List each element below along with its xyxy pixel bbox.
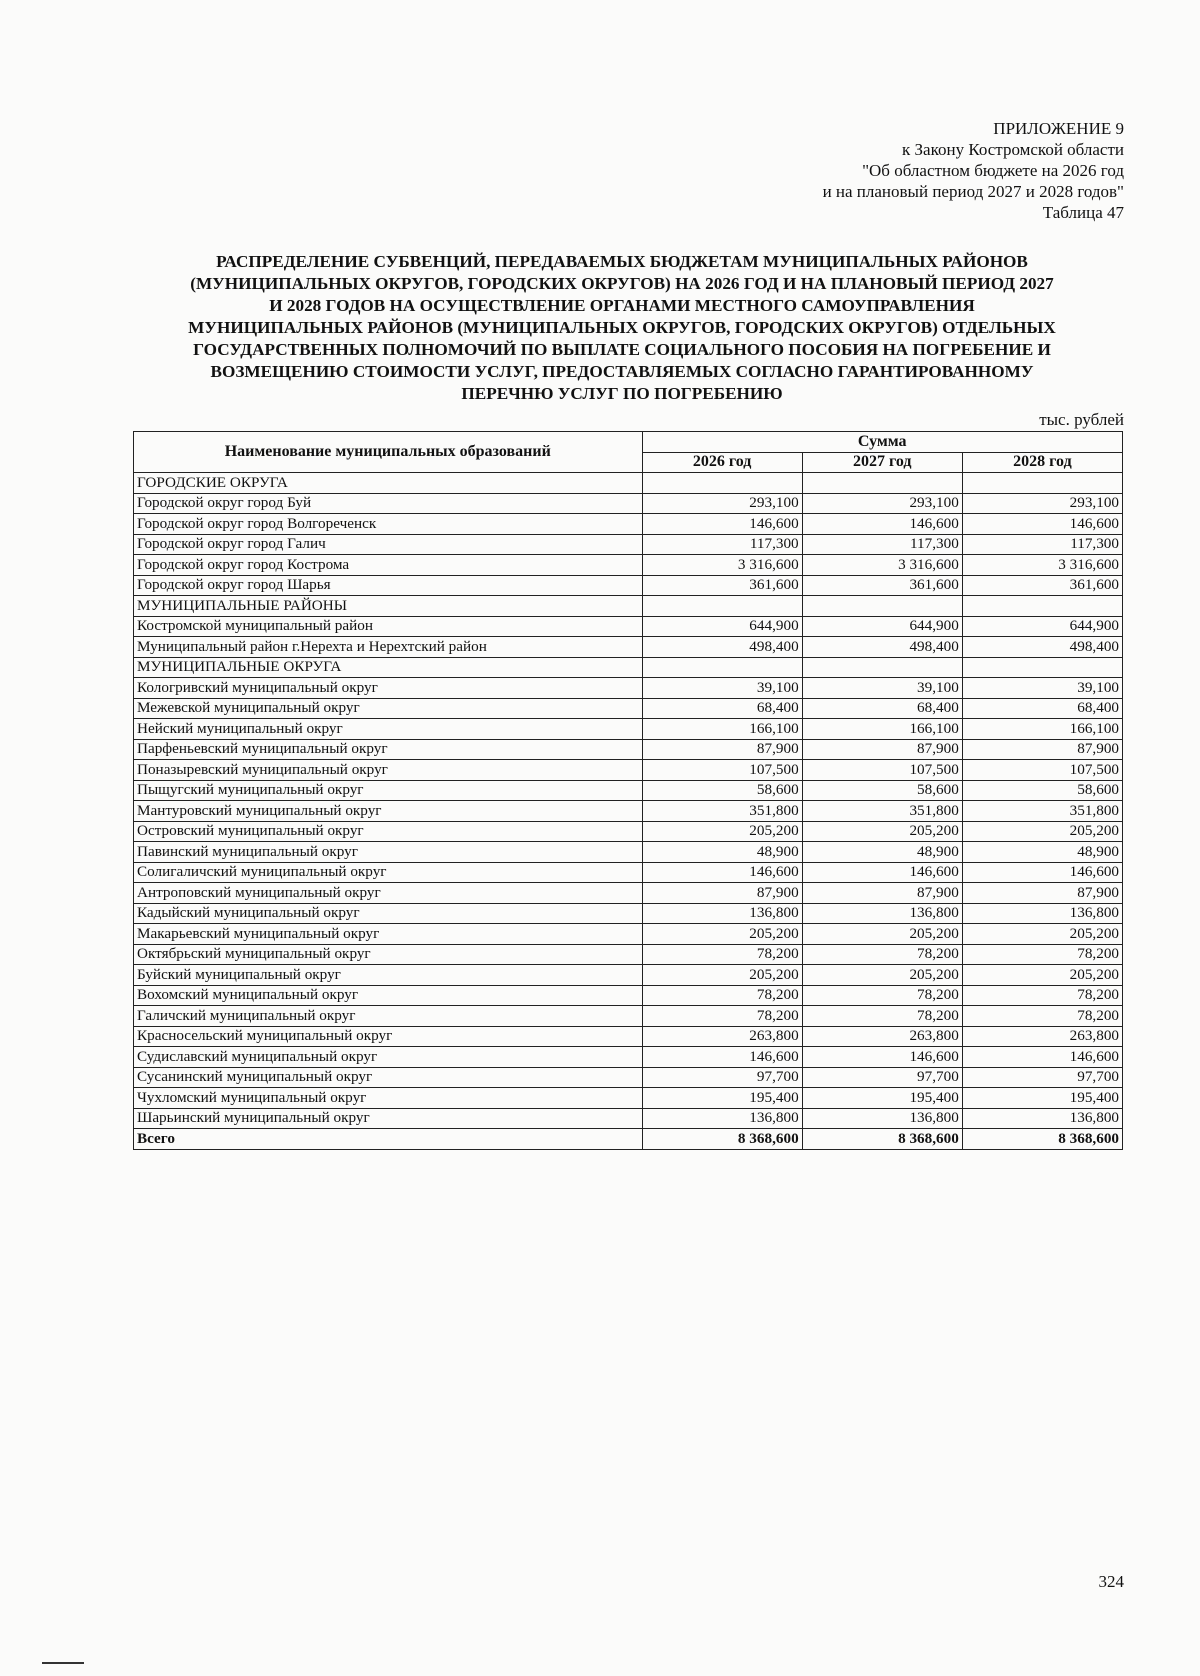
row-name-cell: Антроповский муниципальный округ [134, 883, 643, 904]
value-2028-cell: 87,900 [962, 883, 1122, 904]
title-line: РАСПРЕДЕЛЕНИЕ СУБВЕНЦИЙ, ПЕРЕДАВАЕМЫХ БЮДЖЕТАМ МУНИЦИПАЛЬНЫХ РАЙОНОВ [216, 252, 1028, 271]
table-row [134, 944, 1123, 965]
value-2028-cell [962, 473, 1122, 494]
total-label-cell: Всего [134, 1129, 643, 1150]
value-2026-cell: 78,200 [642, 985, 802, 1006]
value-2027-cell: 293,100 [802, 493, 962, 514]
title-line: (МУНИЦИПАЛЬНЫХ ОКРУГОВ, ГОРОДСКИХ ОКРУГОВ) НА 2026 ГОД И НА ПЛАНОВЫЙ ПЕРИОД 2027 [190, 274, 1054, 293]
value-2027-cell: 48,900 [802, 842, 962, 863]
row-name-cell: МУНИЦИПАЛЬНЫЕ ОКРУГА [134, 657, 643, 678]
table-row [134, 719, 1123, 740]
table-row [134, 1067, 1123, 1088]
table-row [134, 965, 1123, 986]
value-2028-cell: 205,200 [962, 821, 1122, 842]
table-row [134, 637, 1123, 658]
table-row [134, 1108, 1123, 1129]
document-title [120, 251, 1124, 405]
table-row [134, 801, 1123, 822]
value-2027-cell: 3 316,600 [802, 555, 962, 576]
value-2026-cell: 293,100 [642, 493, 802, 514]
value-2028-cell [962, 657, 1122, 678]
table-row [134, 493, 1123, 514]
value-2027-cell: 205,200 [802, 965, 962, 986]
table-row [134, 821, 1123, 842]
value-2027-cell: 117,300 [802, 534, 962, 555]
value-2026-cell: 58,600 [642, 780, 802, 801]
value-2027-cell: 68,400 [802, 698, 962, 719]
value-2028-cell: 107,500 [962, 760, 1122, 781]
row-name-cell: Шарьинский муниципальный округ [134, 1108, 643, 1129]
value-2027-cell: 644,900 [802, 616, 962, 637]
value-2028-cell: 146,600 [962, 514, 1122, 535]
table-row [134, 760, 1123, 781]
value-2027-cell: 87,900 [802, 739, 962, 760]
value-2028-cell: 3 316,600 [962, 555, 1122, 576]
title-line: МУНИЦИПАЛЬНЫХ РАЙОНОВ (МУНИЦИПАЛЬНЫХ ОКРУГОВ, ГОРОДСКИХ ОКРУГОВ) ОТДЕЛЬНЫХ [188, 318, 1056, 337]
value-2027-cell: 166,100 [802, 719, 962, 740]
value-2028-cell: 351,800 [962, 801, 1122, 822]
value-2026-cell: 87,900 [642, 739, 802, 760]
value-2026-cell [642, 657, 802, 678]
row-name-cell: ГОРОДСКИЕ ОКРУГА [134, 473, 643, 494]
value-2026-cell: 166,100 [642, 719, 802, 740]
value-2027-cell: 263,800 [802, 1026, 962, 1047]
value-2028-cell: 644,900 [962, 616, 1122, 637]
row-name-cell: Макарьевский муниципальный округ [134, 924, 643, 945]
value-2028-cell: 195,400 [962, 1088, 1122, 1109]
table-row [134, 616, 1123, 637]
section-row [134, 596, 1123, 617]
scan-mark [42, 1662, 84, 1664]
value-2026-cell: 498,400 [642, 637, 802, 658]
table-row [134, 1088, 1123, 1109]
value-2026-cell: 107,500 [642, 760, 802, 781]
value-2026-cell: 48,900 [642, 842, 802, 863]
value-2028-cell: 48,900 [962, 842, 1122, 863]
row-name-cell: Чухломский муниципальный округ [134, 1088, 643, 1109]
total-2026-cell: 8 368,600 [642, 1129, 802, 1150]
law-title-line-2: и на плановый период 2027 и 2028 годов" [822, 182, 1124, 201]
value-2028-cell: 205,200 [962, 924, 1122, 945]
title-line: ПЕРЕЧНЮ УСЛУГ ПО ПОГРЕБЕНИЮ [461, 384, 783, 403]
value-2026-cell: 205,200 [642, 924, 802, 945]
value-2026-cell: 644,900 [642, 616, 802, 637]
row-name-cell: Городской округ город Волгореченск [134, 514, 643, 535]
row-name-cell: Пыщугский муниципальный округ [134, 780, 643, 801]
row-name-cell: Мантуровский муниципальный округ [134, 801, 643, 822]
value-2027-cell: 361,600 [802, 575, 962, 596]
table-row [134, 534, 1123, 555]
value-2027-cell: 87,900 [802, 883, 962, 904]
value-2028-cell: 39,100 [962, 678, 1122, 699]
value-2028-cell: 78,200 [962, 985, 1122, 1006]
value-2028-cell: 498,400 [962, 637, 1122, 658]
value-2027-cell: 351,800 [802, 801, 962, 822]
row-name-cell: Галичский муниципальный округ [134, 1006, 643, 1027]
value-2027-cell: 78,200 [802, 944, 962, 965]
value-2028-cell: 263,800 [962, 1026, 1122, 1047]
value-2027-cell: 136,800 [802, 1108, 962, 1129]
value-2028-cell: 361,600 [962, 575, 1122, 596]
value-2028-cell: 146,600 [962, 862, 1122, 883]
table-row [134, 739, 1123, 760]
table-row [134, 678, 1123, 699]
value-2027-cell: 498,400 [802, 637, 962, 658]
table-row [134, 575, 1123, 596]
row-name-cell: Муниципальный район г.Нерехта и Нерехтский район [134, 637, 643, 658]
value-2026-cell: 78,200 [642, 1006, 802, 1027]
title-line: И 2028 ГОДОВ НА ОСУЩЕСТВЛЕНИЕ ОРГАНАМИ МЕСТНОГО САМОУПРАВЛЕНИЯ [269, 296, 975, 315]
column-header-sum: Сумма [642, 432, 1123, 453]
value-2028-cell: 136,800 [962, 903, 1122, 924]
value-2026-cell: 3 316,600 [642, 555, 802, 576]
row-name-cell: Октябрьский муниципальный округ [134, 944, 643, 965]
table-row [134, 883, 1123, 904]
row-name-cell: Кологривский муниципальный округ [134, 678, 643, 699]
value-2026-cell: 68,400 [642, 698, 802, 719]
total-row [134, 1129, 1123, 1150]
table-row [134, 514, 1123, 535]
appendix-header [823, 118, 1124, 223]
table-row [134, 862, 1123, 883]
value-2027-cell: 146,600 [802, 514, 962, 535]
row-name-cell: Парфеньевский муниципальный округ [134, 739, 643, 760]
value-2027-cell: 146,600 [802, 862, 962, 883]
value-2026-cell: 136,800 [642, 1108, 802, 1129]
row-name-cell: Буйский муниципальный округ [134, 965, 643, 986]
value-2026-cell: 205,200 [642, 821, 802, 842]
page-number: 324 [1098, 1572, 1124, 1591]
row-name-cell: Сусанинский муниципальный округ [134, 1067, 643, 1088]
column-header-2027: 2027 год [802, 452, 962, 473]
value-2027-cell: 58,600 [802, 780, 962, 801]
value-2027-cell: 146,600 [802, 1047, 962, 1068]
row-name-cell: Городской округ город Буй [134, 493, 643, 514]
value-2028-cell: 78,200 [962, 1006, 1122, 1027]
table-row [134, 985, 1123, 1006]
value-2027-cell [802, 657, 962, 678]
value-2026-cell: 146,600 [642, 1047, 802, 1068]
row-name-cell: Городской округ город Галич [134, 534, 643, 555]
table-row [134, 903, 1123, 924]
table-number: Таблица 47 [1042, 203, 1124, 222]
row-name-cell: Павинский муниципальный округ [134, 842, 643, 863]
value-2028-cell: 117,300 [962, 534, 1122, 555]
appendix-label: ПРИЛОЖЕНИЕ 9 [993, 119, 1124, 138]
value-2026-cell: 263,800 [642, 1026, 802, 1047]
table-row [134, 1047, 1123, 1068]
table-row [134, 698, 1123, 719]
table-row [134, 555, 1123, 576]
column-header-2026: 2026 год [642, 452, 802, 473]
value-2027-cell: 78,200 [802, 1006, 962, 1027]
table-body [134, 473, 1123, 1150]
table-row [134, 1026, 1123, 1047]
value-2028-cell: 97,700 [962, 1067, 1122, 1088]
row-name-cell: Вохомский муниципальный округ [134, 985, 643, 1006]
column-header-name: Наименование муниципальных образований [134, 432, 643, 473]
value-2026-cell: 351,800 [642, 801, 802, 822]
value-2026-cell: 97,700 [642, 1067, 802, 1088]
value-2028-cell: 78,200 [962, 944, 1122, 965]
table-row [134, 1006, 1123, 1027]
value-2027-cell: 205,200 [802, 924, 962, 945]
value-2028-cell: 166,100 [962, 719, 1122, 740]
value-2026-cell [642, 596, 802, 617]
value-2026-cell: 39,100 [642, 678, 802, 699]
row-name-cell: МУНИЦИПАЛЬНЫЕ РАЙОНЫ [134, 596, 643, 617]
value-2028-cell [962, 596, 1122, 617]
value-2026-cell [642, 473, 802, 494]
row-name-cell: Нейский муниципальный округ [134, 719, 643, 740]
value-2027-cell: 195,400 [802, 1088, 962, 1109]
title-line: ВОЗМЕЩЕНИЮ СТОИМОСТИ УСЛУГ, ПРЕДОСТАВЛЯЕМЫХ СОГЛАСНО ГАРАНТИРОВАННОМУ [210, 362, 1034, 381]
value-2026-cell: 146,600 [642, 514, 802, 535]
value-2026-cell: 78,200 [642, 944, 802, 965]
value-2028-cell: 136,800 [962, 1108, 1122, 1129]
row-name-cell: Городской округ город Кострома [134, 555, 643, 576]
section-row [134, 657, 1123, 678]
value-2027-cell: 205,200 [802, 821, 962, 842]
value-2026-cell: 136,800 [642, 903, 802, 924]
value-2026-cell: 87,900 [642, 883, 802, 904]
value-2028-cell: 293,100 [962, 493, 1122, 514]
row-name-cell: Островский муниципальный округ [134, 821, 643, 842]
section-row [134, 473, 1123, 494]
value-2028-cell: 87,900 [962, 739, 1122, 760]
value-2028-cell: 58,600 [962, 780, 1122, 801]
row-name-cell: Костромской муниципальный район [134, 616, 643, 637]
value-2027-cell: 97,700 [802, 1067, 962, 1088]
law-title-line-1: "Об областном бюджете на 2026 год [862, 161, 1124, 180]
row-name-cell: Солигаличский муниципальный округ [134, 862, 643, 883]
value-2028-cell: 68,400 [962, 698, 1122, 719]
value-2026-cell: 361,600 [642, 575, 802, 596]
value-2027-cell: 78,200 [802, 985, 962, 1006]
total-2027-cell: 8 368,600 [802, 1129, 962, 1150]
row-name-cell: Поназыревский муниципальный округ [134, 760, 643, 781]
value-2026-cell: 195,400 [642, 1088, 802, 1109]
row-name-cell: Кадыйский муниципальный округ [134, 903, 643, 924]
row-name-cell: Городской округ город Шарья [134, 575, 643, 596]
value-2026-cell: 117,300 [642, 534, 802, 555]
units-label: тыс. рублей [1039, 410, 1124, 429]
title-line: ГОСУДАРСТВЕННЫХ ПОЛНОМОЧИЙ ПО ВЫПЛАТЕ СОЦИАЛЬНОГО ПОСОБИЯ НА ПОГРЕБЕНИЕ И [193, 340, 1051, 359]
row-name-cell: Судиславский муниципальный округ [134, 1047, 643, 1068]
value-2027-cell: 39,100 [802, 678, 962, 699]
subsidy-table [133, 431, 1123, 1150]
law-reference: к Закону Костромской области [902, 140, 1124, 159]
table-row [134, 842, 1123, 863]
total-2028-cell: 8 368,600 [962, 1129, 1122, 1150]
value-2026-cell: 146,600 [642, 862, 802, 883]
row-name-cell: Красносельский муниципальный округ [134, 1026, 643, 1047]
value-2028-cell: 146,600 [962, 1047, 1122, 1068]
value-2027-cell [802, 473, 962, 494]
value-2027-cell: 136,800 [802, 903, 962, 924]
value-2027-cell [802, 596, 962, 617]
value-2026-cell: 205,200 [642, 965, 802, 986]
column-header-2028: 2028 год [962, 452, 1122, 473]
table-row [134, 780, 1123, 801]
table-row [134, 924, 1123, 945]
row-name-cell: Межевской муниципальный округ [134, 698, 643, 719]
value-2027-cell: 107,500 [802, 760, 962, 781]
value-2028-cell: 205,200 [962, 965, 1122, 986]
